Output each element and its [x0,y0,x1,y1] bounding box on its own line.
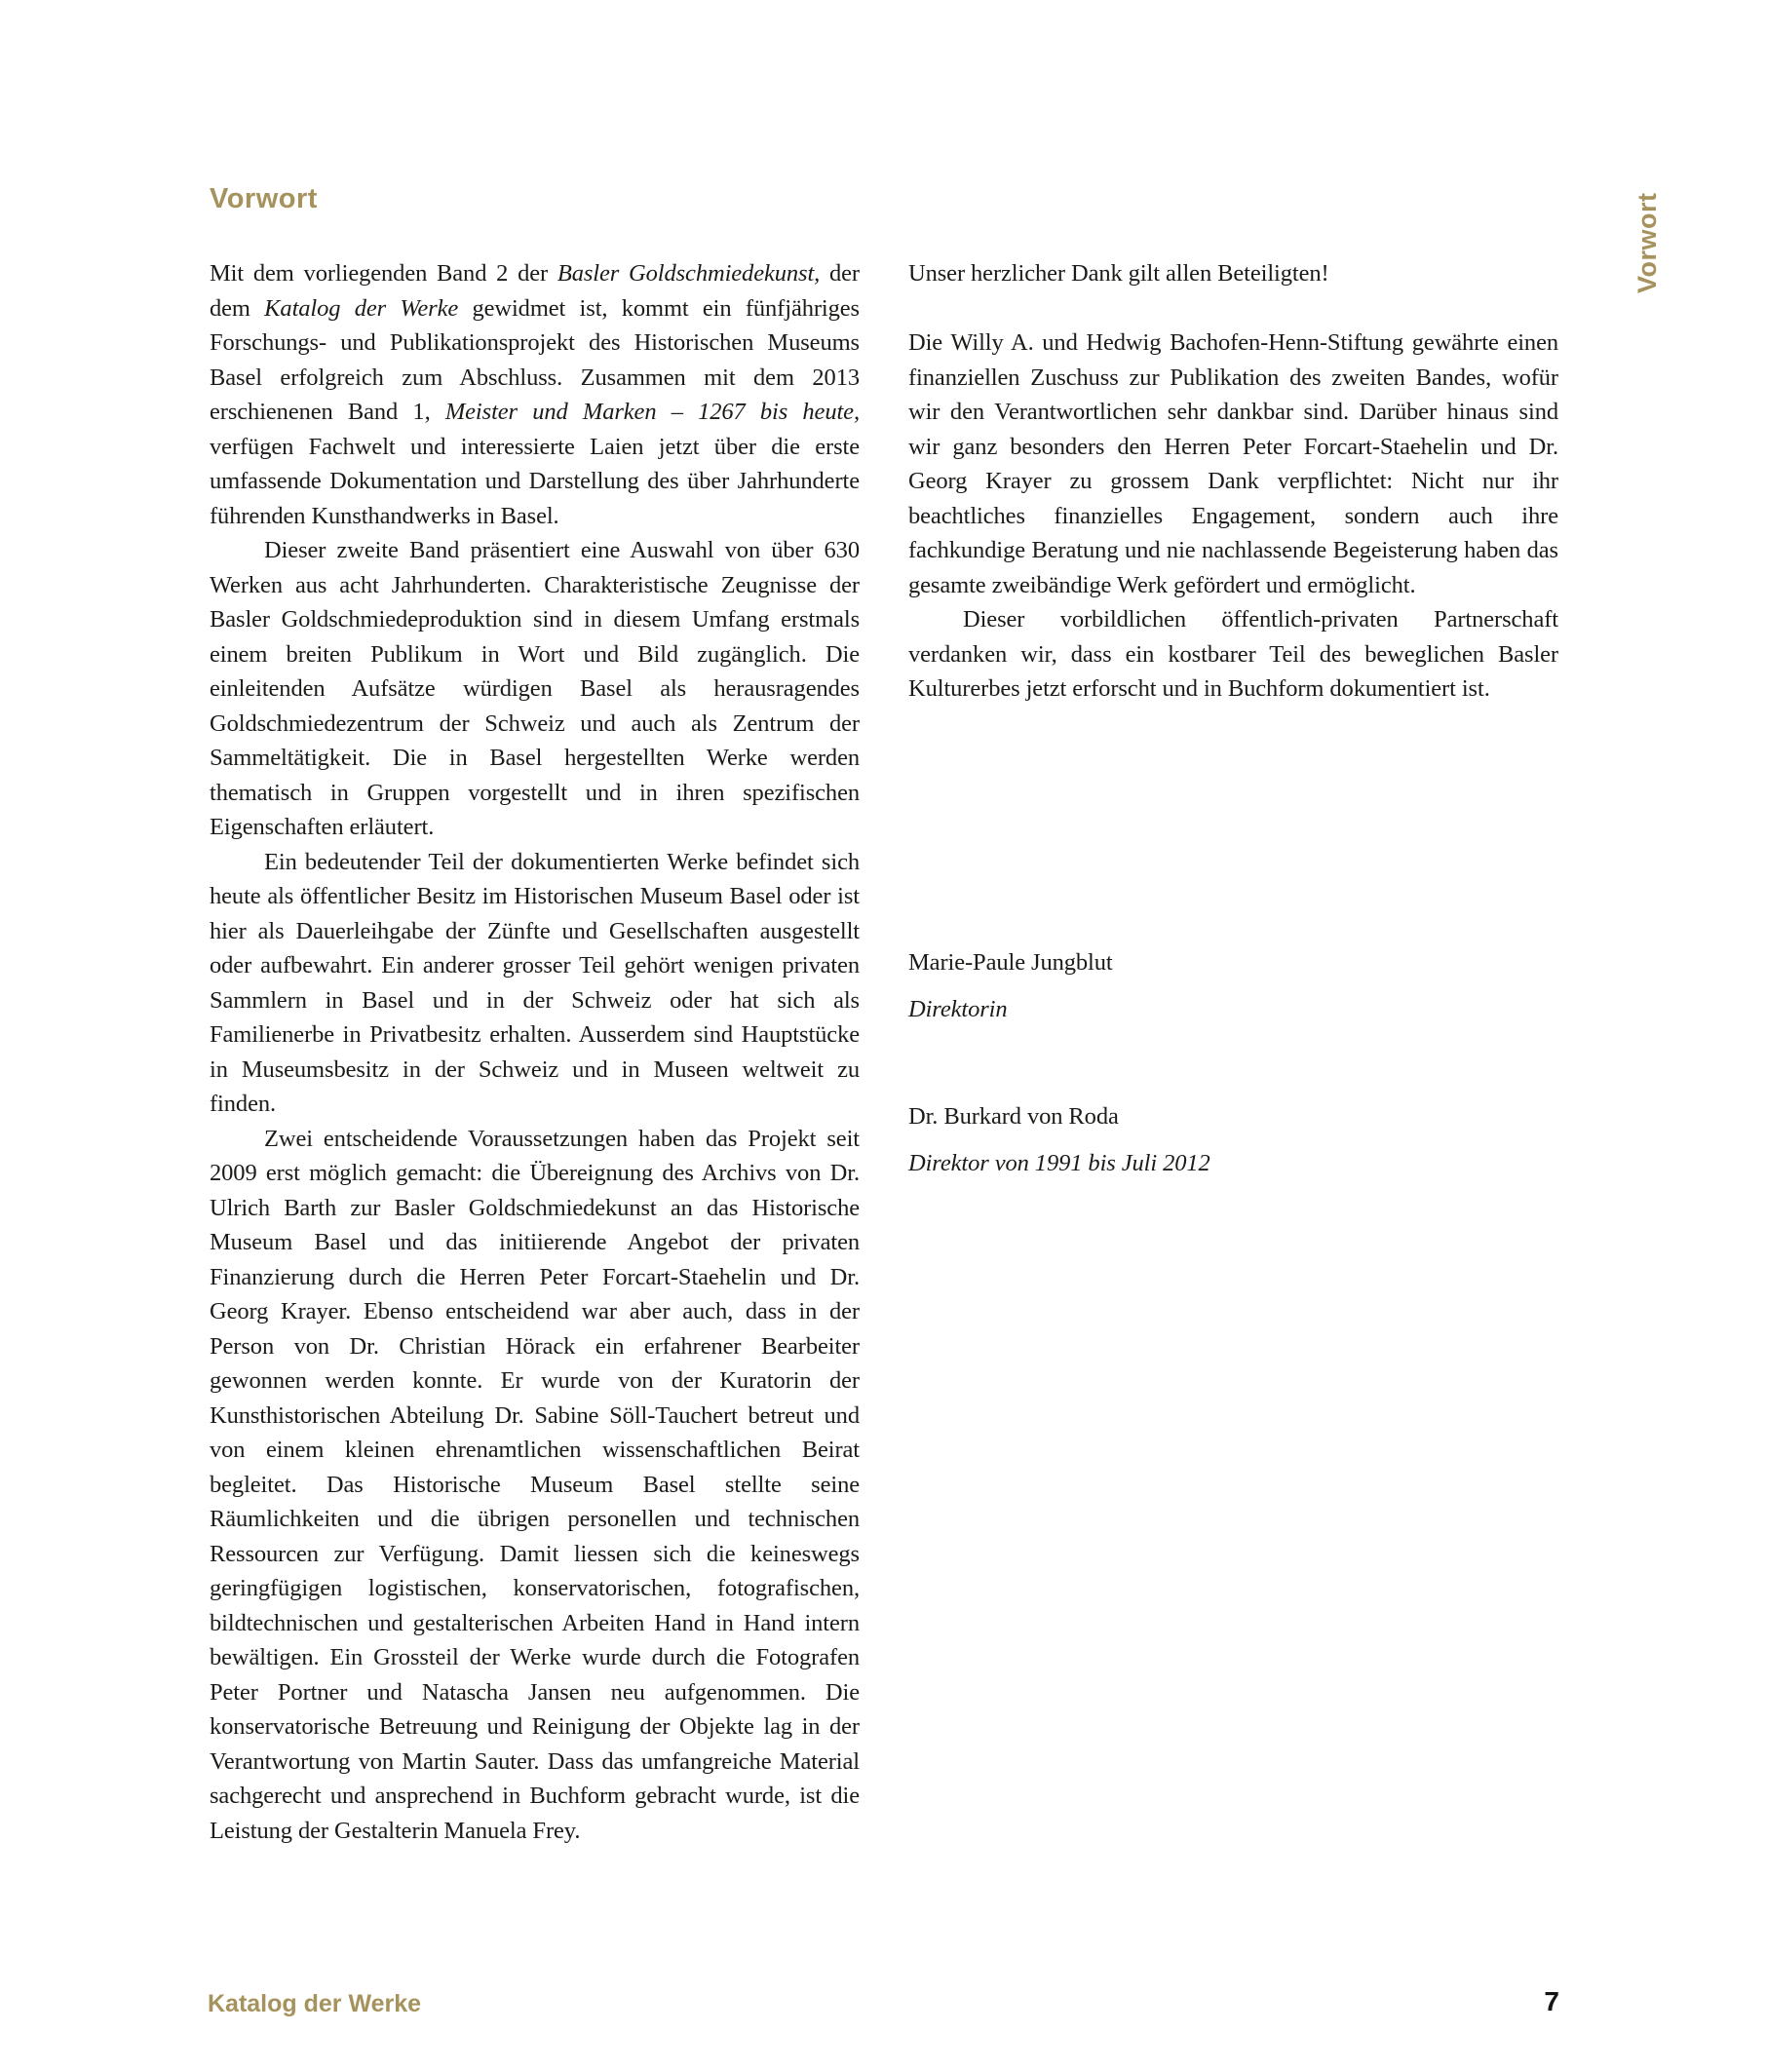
text-segment: verfügen Fachwelt und interessierte Laien jetzt über die erste umfassende Dokumentation und Darstellung des über Jahrhunderte führenden Kunsthandwerks in Basel. [210,433,860,529]
signature-name: Marie-Paule Jungblut [908,948,1113,976]
text-segment: Die Willy A. und Hedwig Bachofen-Henn-Stiftung gewährte einen finanziellen Zuschuss zur Publikation des zweiten Bandes, wofür wir den Verantwortlichen sehr dankbar sind. Darüber hinaus sind wir ganz besonders den Herren Peter Forcart-Staehelin und Dr. Georg Krayer zu grossem Dank verpflichtet: Nicht nur ihr beachtliches finanzielles Engagement, sondern auch ihre fachkundige Beratung und nie nachlassende Begeisterung haben das gesamte zweibändige Werk gefördert und ermöglicht. [908,329,1558,598]
right-column-paragraphs [908,256,1558,707]
paragraph [908,602,1558,707]
text-segment: Zwei entscheidende Voraussetzungen haben das Projekt seit 2009 erst möglich gemacht: die Übereignung des Archivs von Dr. Ulrich Barth zur Basler Goldschmiedekunst an das Historische Museum Basel und das initiierende Angebot der privaten Finanzierung durch die Herren Peter Forcart-Staehelin und Dr. Georg Krayer. Ebenso entscheidend war aber auch, dass in der Person von Dr. Christian Hörack ein erfahrener Bearbeiter gewonnen werden konnte. Er wurde von der Kuratorin der Kunsthistorischen Abteilung Dr. Sabine Söll-Tauchert betreut und von einem kleinen ehrenamtlichen wissenschaftlichen Beirat begleitet. Das Historische Museum Basel stellte seine Räumlichkeiten und die übrigen personellen und technischen Ressourcen zur Verfügung. Damit liessen sich die keineswegs geringfügigen logistischen, konservatorischen, fotografischen, bildtechnischen und gestalterischen Arbeiten Hand in Hand intern bewältigen. Ein Grossteil der Werke wurde durch die Fotografen Peter Portner und Natascha Jansen neu aufgenommen. Die konservatorische Betreuung und Reinigung der Objekte lag in der Verantwortung von Martin Sauter. Dass das umfangreiche Material sachgerecht und ansprechend in Buchform gebracht wurde, ist die Leistung der Gestalterin Manuela Frey. [210,1125,860,1844]
signature-title: Direktor von 1991 bis Juli 2012 [908,1149,1210,1176]
signature-title: Direktorin [908,995,1008,1022]
paragraph [908,256,1558,291]
page-number: 7 [1544,1986,1559,2016]
paragraph [210,1122,860,1849]
italic-text-segment: Katalog der Werke [264,294,459,322]
italic-text-segment: Meister und Marken – 1267 bis heute, [444,399,860,425]
italic-text-segment: Basler Goldschmiedekunst, [557,260,821,287]
text-segment: der dem [210,260,860,322]
text-segment: Ein bedeutender Teil der dokumentierten Werke befindet sich heute als öffentlicher Besitz im Historischen Museum Basel oder ist hier als Dauerleihgabe der Zünfte und Gesellschaften ausgestellt oder aufbewahrt. Ein anderer grosser Teil gehört wenigen privaten Sammlern in Basel und in der Schweiz oder hat sich als Familienerbe in Privatbesitz erhalten. Ausserdem sind Hauptstücke in Museumsbesitz in der Schweiz und in Museen weltweit zu finden. [210,848,860,1117]
paragraph [908,326,1558,602]
paragraph [210,845,860,1122]
signature [908,940,1558,1033]
signature-name: Dr. Burkard von Roda [908,1102,1119,1130]
text-segment: gewidmet ist, kommt ein fünfjähriges Forschungs- und Publikationsprojekt des Historischen Museums Basel erfolgreich zum Abschluss. Zusammen mit dem 2013 erschienenen Band 1, [210,294,860,425]
text-segment: Dieser zweite Band präsentiert eine Auswahl von über 630 Werken aus acht Jahrhunderten. Charakteristische Zeugnisse der Basler Goldschmiedeproduktion sind in diesem Umfang erstmals einem breiten Publikum in Wort und Bild zugänglich. Die einleitenden Aufsätze würdigen Basel als herausragendes Goldschmiedezentrum der Schweiz und auch als Zentrum der Sammeltätigkeit. Die in Basel hergestellten Werke werden thematisch in Gruppen vorgestellt und in ihren spezifischen Eigenschaften erläutert. [210,537,860,840]
text-segment: Unser herzlicher Dank gilt allen Beteiligten! [908,260,1329,287]
signature [908,1094,1558,1187]
text-segment: Dieser vorbildlichen öffentlich-privaten Partnerschaft verdanken wir, dass ein kostbarer Teil des beweglichen Basler Kulturerbes jetzt erforscht und in Buchform dokumentiert ist. [908,606,1558,702]
page-title: Vorwort [210,183,318,214]
paragraph [210,256,860,533]
text-segment: Mit dem vorliegenden Band 2 der [210,260,557,287]
paragraph [210,533,860,845]
footer-running-title: Katalog der Werke [208,1990,422,2017]
side-tab-label: Vorwort [1632,192,1662,293]
left-column [210,256,860,1848]
signature-block [908,940,1558,1187]
text-columns [210,256,1559,1848]
right-column [908,256,1558,1848]
